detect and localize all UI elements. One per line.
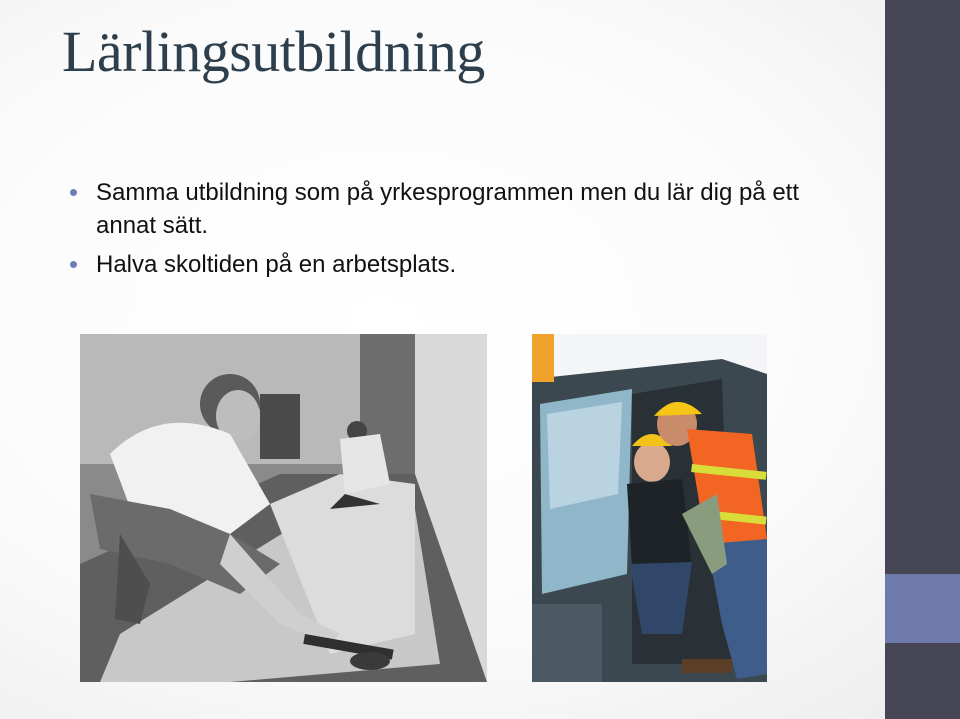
bullet-dot-icon — [70, 189, 77, 196]
bullet-dot-icon — [70, 261, 77, 268]
bullet-text: Samma utbildning som på yrkesprogrammen men du lär dig på ett annat sätt. — [96, 179, 800, 239]
photo-flooring-apprentices — [80, 334, 487, 682]
sidebar-accent-decoration — [885, 574, 960, 643]
bullet-item — [68, 176, 828, 242]
bullet-list — [68, 176, 828, 287]
slide-title: Lärlingsutbildning — [62, 19, 485, 84]
photo-excavator-training — [532, 334, 767, 682]
bullet-item — [68, 248, 828, 281]
bullet-text: Halva skoltiden på en arbetsplats. — [96, 251, 457, 278]
